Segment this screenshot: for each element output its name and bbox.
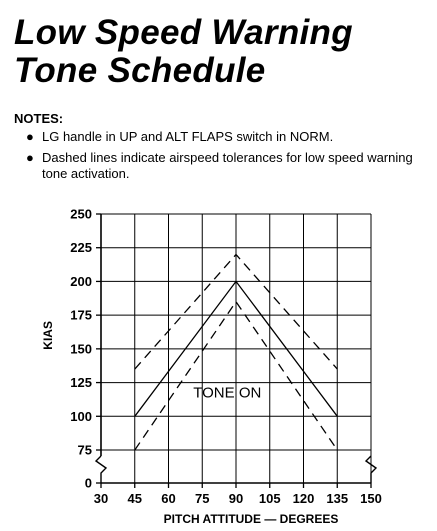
x-tick-label: 45 xyxy=(127,491,142,506)
y-tick-label: 150 xyxy=(70,341,92,357)
x-tick-label: 135 xyxy=(326,491,349,506)
title-line-1: Low Speed Warning xyxy=(14,13,353,52)
y-tick-label: 75 xyxy=(77,442,92,458)
x-tick-label: 30 xyxy=(93,491,109,506)
y-tick-label: 175 xyxy=(70,307,92,323)
y-axis-break xyxy=(96,456,106,483)
notes-heading: NOTES: xyxy=(14,111,64,126)
x-tick-label: 150 xyxy=(360,491,382,506)
title-line-2: Tone Schedule xyxy=(14,51,266,90)
x-axis-label: PITCH ATTITUDE — DEGREES xyxy=(163,512,339,526)
y-tick-label: 225 xyxy=(70,240,92,256)
bullet-icon: ● xyxy=(26,150,34,165)
y-tick-label: 250 xyxy=(70,206,92,222)
x-tick-label: 105 xyxy=(258,491,281,506)
tick-labels xyxy=(70,207,382,507)
y-tick-label: 0 xyxy=(84,475,92,491)
x-tick-label: 75 xyxy=(195,491,210,506)
y-tick-label: 200 xyxy=(70,273,92,289)
note-text: LG handle in UP and ALT FLAPS switch in NORM. xyxy=(42,129,334,144)
x-tick-label: 90 xyxy=(228,491,244,506)
y-tick-label: 125 xyxy=(70,375,92,391)
tone-on-label: TONE ON xyxy=(193,384,262,402)
note-text: Dashed lines indicate airspeed tolerances for low speed warning tone activation. xyxy=(42,150,413,181)
x-tick-label: 120 xyxy=(292,491,315,506)
x-tick-label: 60 xyxy=(161,491,176,506)
y-tick-label: 100 xyxy=(70,408,92,424)
bullet-icon: ● xyxy=(26,129,34,144)
y-axis-label: KIAS xyxy=(41,321,55,350)
